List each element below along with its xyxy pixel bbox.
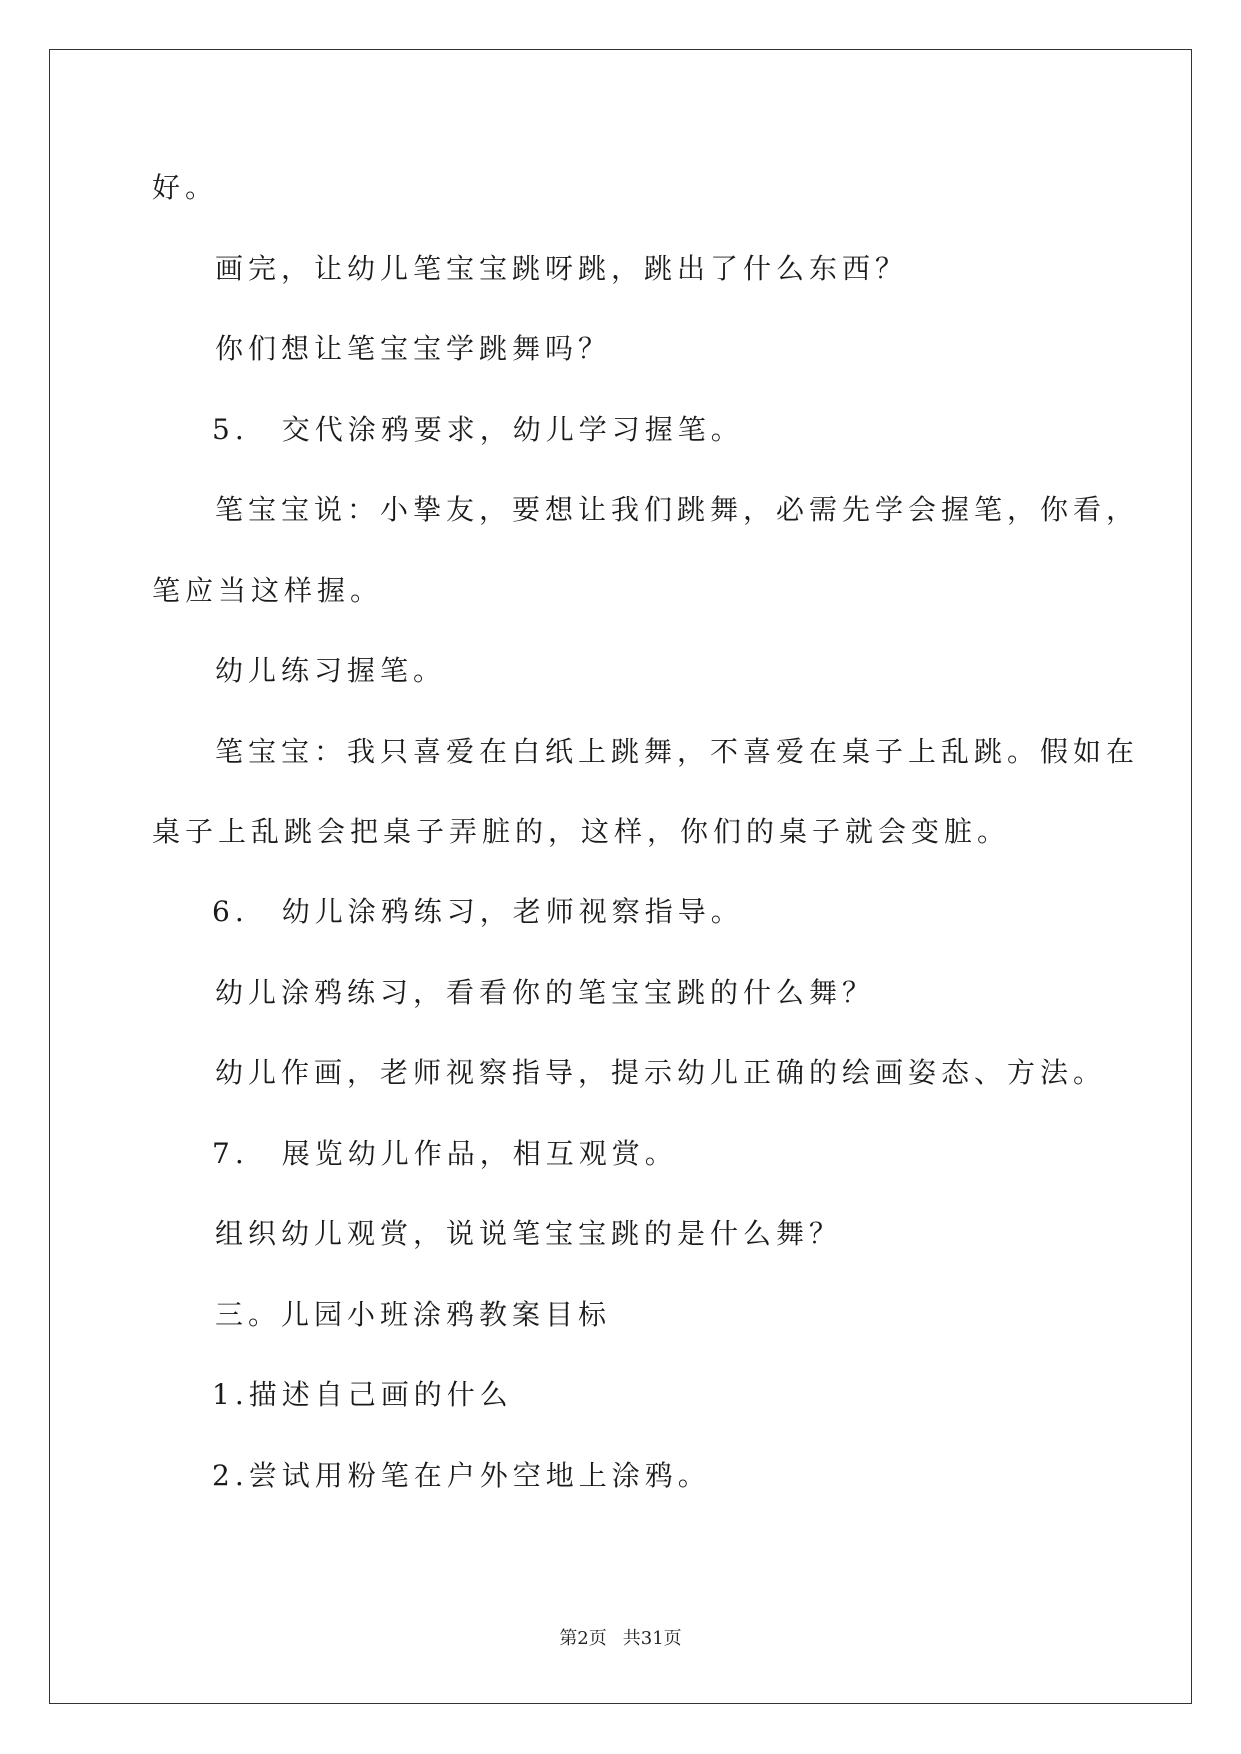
paragraph-line: 幼儿涂鸦练习，看看你的笔宝宝跳的什么舞？ xyxy=(215,976,876,1009)
page-total: 共31页 xyxy=(622,1628,682,1649)
paragraph-line: 你们想让笔宝宝学跳舞吗？ xyxy=(215,332,612,365)
paragraph-line: 幼儿练习握笔。 xyxy=(215,654,447,687)
page-border xyxy=(49,49,1192,1704)
paragraph-line: 桌子上乱跳会把桌子弄脏的，这样，你们的桌子就会变脏。 xyxy=(152,815,1011,848)
paragraph-line: 笔宝宝：我只喜爱在白纸上跳舞，不喜爱在桌子上乱跳。假如在 xyxy=(215,735,1140,768)
list-item-heading: 5. 交代涂鸦要求，幼儿学习握笔。 xyxy=(212,413,744,446)
page-footer xyxy=(0,1630,1241,1648)
paragraph-line: 组织幼儿观赏，说说笔宝宝跳的是什么舞？ xyxy=(215,1217,843,1250)
paragraph-line: 幼儿作画，老师视察指导，提示幼儿正确的绘画姿态、方法。 xyxy=(215,1056,1107,1089)
section-heading: 三。儿园小班涂鸦教案目标 xyxy=(215,1298,612,1331)
list-item: 2.尝试用粉笔在户外空地上涂鸦。 xyxy=(212,1459,711,1492)
paragraph-line: 画完，让幼儿笔宝宝跳呀跳，跳出了什么东西？ xyxy=(215,252,909,285)
paragraph-line: 好。 xyxy=(152,171,219,204)
paragraph-line: 笔宝宝说：小挚友，要想让我们跳舞，必需先学会握笔，你看， xyxy=(215,493,1140,526)
list-item-heading: 6. 幼儿涂鸦练习，老师视察指导。 xyxy=(212,895,744,928)
page-number: 第2页 xyxy=(559,1628,607,1649)
list-item: 1.描述自己画的什么 xyxy=(212,1378,513,1411)
paragraph-line: 笔应当这样握。 xyxy=(152,574,384,607)
list-item-heading: 7. 展览幼儿作品，相互观赏。 xyxy=(212,1137,678,1170)
